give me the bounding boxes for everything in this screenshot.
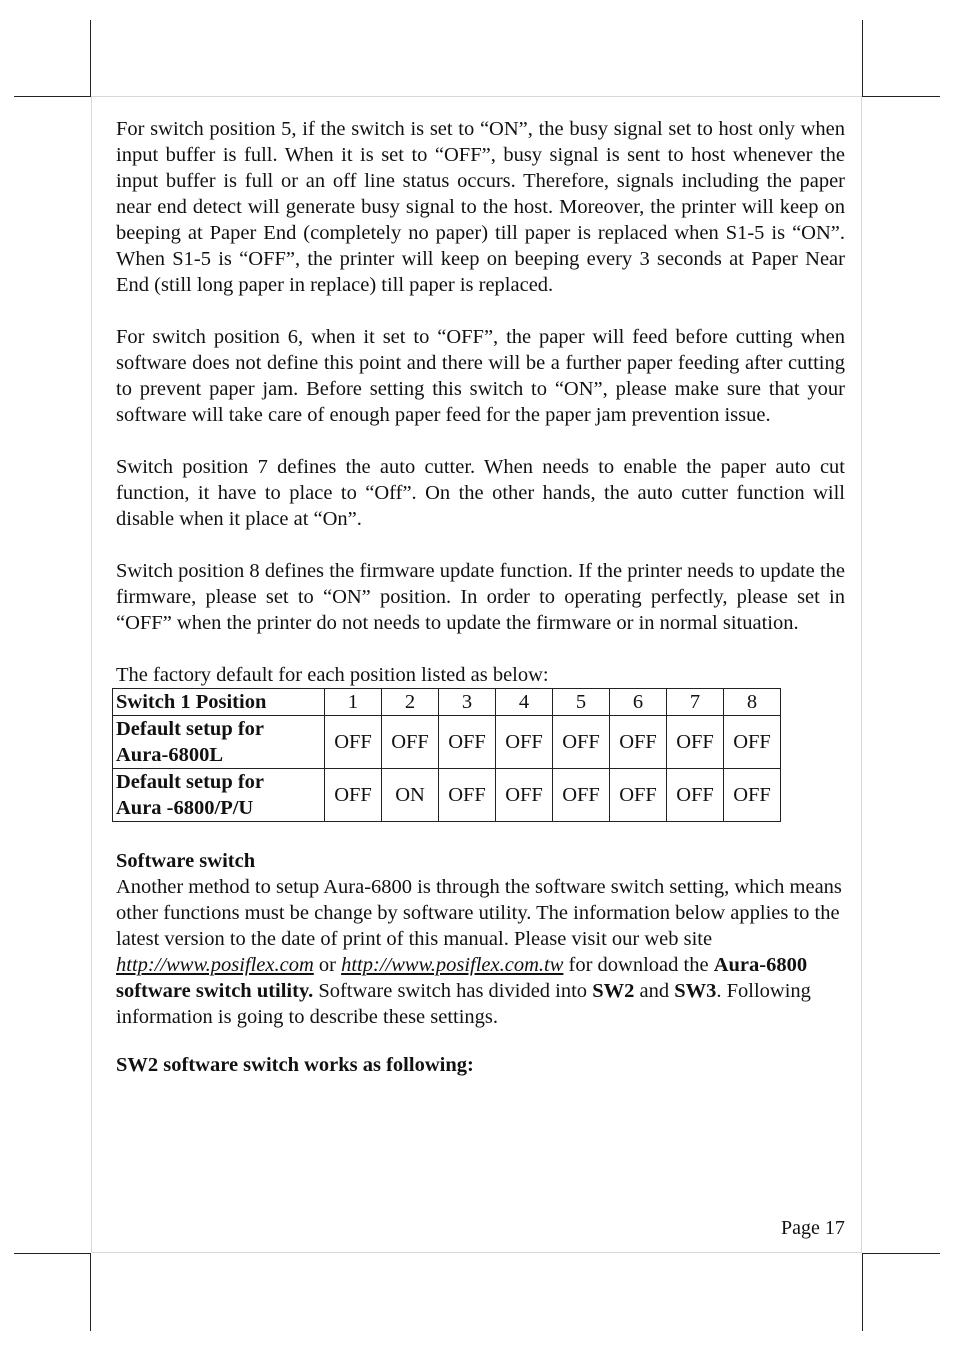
factory-default-table bbox=[112, 688, 781, 822]
crop-mark bbox=[862, 1253, 863, 1331]
position-header: 5 bbox=[553, 689, 610, 716]
position-header: 4 bbox=[496, 689, 553, 716]
crop-mark bbox=[862, 96, 940, 97]
position-header: 2 bbox=[382, 689, 439, 716]
crop-mark bbox=[14, 96, 91, 97]
crop-mark bbox=[90, 1253, 91, 1331]
table-cell: OFF bbox=[382, 716, 439, 769]
paragraph-switch-7: Switch position 7 defines the auto cutter. When needs to enable the paper auto cut function, it have to place to “Off”. On the other hands, the auto cutter function will disable when it place at “On”. bbox=[116, 456, 845, 530]
row-label: Default setup for Aura -6800/P/U bbox=[113, 769, 325, 822]
position-header: 1 bbox=[325, 689, 382, 716]
posiflex-tw-link[interactable]: http://www.posiflex.com.tw bbox=[341, 954, 564, 976]
paragraph-switch-8: Switch position 8 defines the firmware update function. If the printer needs to update the firmware, please set to “ON” position. In order to operating perfectly, please set in “OFF” when the printer do not needs to update the firmware or in normal situation. bbox=[116, 560, 845, 634]
table-cell: OFF bbox=[439, 716, 496, 769]
table-cell: OFF bbox=[724, 716, 781, 769]
table-header-label: Switch 1 Position bbox=[113, 689, 325, 716]
position-header: 3 bbox=[439, 689, 496, 716]
section-heading-software-switch: Software switch bbox=[116, 850, 256, 872]
position-header: 7 bbox=[667, 689, 724, 716]
table-header-row bbox=[113, 689, 781, 716]
table-row bbox=[113, 769, 781, 822]
table-intro: The factory default for each position listed as below: bbox=[116, 664, 549, 686]
table-cell: OFF bbox=[724, 769, 781, 822]
table-cell: OFF bbox=[496, 716, 553, 769]
crop-mark bbox=[14, 1253, 91, 1254]
table-cell: OFF bbox=[610, 769, 667, 822]
table-cell: OFF bbox=[610, 716, 667, 769]
paragraph-switch-5: For switch position 5, if the switch is set to “ON”, the busy signal set to host only when input buffer is full. When it is set to “OFF”, busy signal is sent to host whenever the input buffer is full or an off line status occurs. Therefore, signals including the paper near end detect will generate busy signal to the host. Moreover, the printer will keep on beeping at Paper End (completely no paper) till paper is replaced when S1-5 is “ON”. When S1-5 is “OFF”, the printer will keep on beeping every 3 seconds at Paper Near End (still long paper in replace) till paper is replaced. bbox=[116, 118, 845, 296]
table-cell: ON bbox=[382, 769, 439, 822]
crop-mark bbox=[862, 20, 863, 96]
table-cell: OFF bbox=[496, 769, 553, 822]
table-cell: OFF bbox=[325, 716, 382, 769]
paragraph-switch-6: For switch position 6, when it set to “OFF”, the paper will feed before cutting when software does not define this point and there will be a further paper feeding after cutting to prevent paper jam. Before setting this switch to “ON”, please make sure that your software will take care of enough paper feed for the paper jam prevention issue. bbox=[116, 326, 845, 426]
page-number: Page 17 bbox=[781, 1217, 845, 1239]
crop-mark bbox=[862, 1253, 940, 1254]
table-cell: OFF bbox=[667, 769, 724, 822]
table-cell: OFF bbox=[439, 769, 496, 822]
position-header: 8 bbox=[724, 689, 781, 716]
table-cell: OFF bbox=[553, 716, 610, 769]
table-cell: OFF bbox=[553, 769, 610, 822]
crop-mark bbox=[90, 20, 91, 96]
table-cell: OFF bbox=[667, 716, 724, 769]
row-label: Default setup for Aura-6800L bbox=[113, 716, 325, 769]
page-content bbox=[116, 116, 845, 1078]
posiflex-link[interactable]: http://www.posiflex.com bbox=[116, 954, 314, 976]
paragraph-software-switch: Another method to setup Aura-6800 is through the software switch setting, which means other functions must be change by software utility. The information below applies to the latest version to the date of print of this manual. Please visit our web site http://www.posiflex.com or http://www.posiflex.com.tw for download the Aura-6800 software switch utility. Software switch has divided into SW2 and SW3. Following information is going to describe these settings. bbox=[116, 876, 842, 1028]
table-row bbox=[113, 716, 781, 769]
section-heading-sw2: SW2 software switch works as following: bbox=[116, 1054, 474, 1076]
position-header: 6 bbox=[610, 689, 667, 716]
table-cell: OFF bbox=[325, 769, 382, 822]
